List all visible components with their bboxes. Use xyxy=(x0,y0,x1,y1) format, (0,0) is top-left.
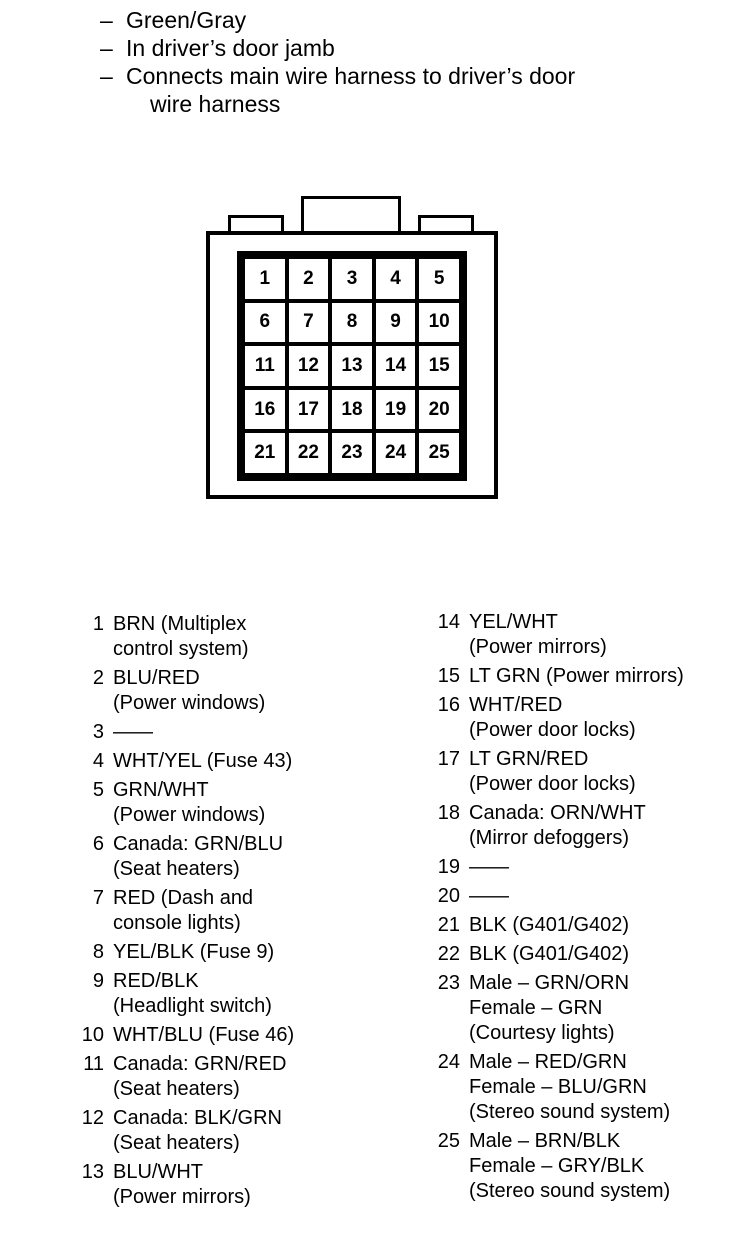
pin-number: 13 xyxy=(81,1161,104,1183)
pin-description-line: Canada: BLK/GRN xyxy=(113,1107,282,1129)
pin-description-line: BRN (Multiplex xyxy=(113,613,247,635)
pin-entry xyxy=(72,720,412,745)
pin-cell: 1 xyxy=(245,259,285,299)
connector-diagram xyxy=(206,196,498,502)
pin-grid xyxy=(237,251,467,481)
pin-description xyxy=(460,664,684,689)
pin-entry xyxy=(72,969,412,1019)
pin-cell: 9 xyxy=(376,303,416,343)
pin-cell: 20 xyxy=(419,390,459,430)
pin-description-line: —— xyxy=(469,885,509,907)
note-color xyxy=(100,6,666,34)
pin-description xyxy=(460,693,636,743)
pin-description xyxy=(104,720,153,745)
pin-description-line: LT GRN/RED xyxy=(469,748,589,770)
pin-description xyxy=(104,666,265,716)
pin-number: 11 xyxy=(83,1053,104,1075)
pin-description-line: Canada: ORN/WHT xyxy=(469,802,646,824)
pin-description-line: control system) xyxy=(113,638,249,660)
pin-cell: 12 xyxy=(289,346,329,386)
pin-entry xyxy=(428,1050,748,1125)
pin-list-right xyxy=(428,610,748,1208)
pin-description-line: (Power door locks) xyxy=(469,719,636,741)
pin-cell: 2 xyxy=(289,259,329,299)
pin-entry xyxy=(72,612,412,662)
pin-description-line: (Seat heaters) xyxy=(113,1132,240,1154)
pin-description-line: BLU/RED xyxy=(113,667,200,689)
pin-number: 12 xyxy=(81,1107,104,1129)
pin-description xyxy=(104,886,253,936)
pin-number: 2 xyxy=(92,667,104,689)
pin-number: 23 xyxy=(437,972,460,994)
pin-number: 24 xyxy=(437,1051,460,1073)
pin-entry xyxy=(428,855,748,880)
pin-description xyxy=(460,747,636,797)
pin-entry xyxy=(428,610,748,660)
pin-entry xyxy=(72,749,412,774)
pin-entry xyxy=(72,1052,412,1102)
note-function-continued xyxy=(100,90,666,118)
note-text: Connects main wire harness to driver’s door xyxy=(126,63,576,89)
note-location xyxy=(100,34,666,62)
pin-number: 20 xyxy=(437,885,460,907)
pin-description-line: BLU/WHT xyxy=(113,1161,203,1183)
pin-description-line: Male – BRN/BLK xyxy=(469,1130,621,1152)
pin-number: 5 xyxy=(92,779,104,801)
pin-cell: 7 xyxy=(289,303,329,343)
pin-entry xyxy=(428,1129,748,1204)
pin-description-line: YEL/BLK (Fuse 9) xyxy=(113,941,275,963)
pin-description xyxy=(460,971,629,1046)
pin-number: 15 xyxy=(437,665,460,687)
pin-description-line: YEL/WHT xyxy=(469,611,558,633)
pin-description xyxy=(104,940,274,965)
pin-cell: 10 xyxy=(419,303,459,343)
pin-entry xyxy=(72,666,412,716)
pin-number: 4 xyxy=(92,750,104,772)
pin-cell: 19 xyxy=(376,390,416,430)
note-dash: – xyxy=(100,63,113,89)
pin-entry xyxy=(72,940,412,965)
pin-description-line: —— xyxy=(469,856,509,878)
pin-number: 10 xyxy=(81,1024,104,1046)
pin-cell: 3 xyxy=(332,259,372,299)
pin-entry xyxy=(72,832,412,882)
pin-description-line: —— xyxy=(113,721,153,743)
connector-housing xyxy=(206,231,498,499)
pin-cell: 14 xyxy=(376,346,416,386)
pin-cell: 8 xyxy=(332,303,372,343)
pin-description xyxy=(460,942,629,967)
pin-entry xyxy=(428,693,748,743)
pin-description-line: Female – GRY/BLK xyxy=(469,1155,645,1177)
pin-description-line: GRN/WHT xyxy=(113,779,209,801)
pin-entry xyxy=(72,1023,412,1048)
pin-description-line: Male – RED/GRN xyxy=(469,1051,627,1073)
note-text: In driver’s door jamb xyxy=(126,35,335,61)
pin-cell: 5 xyxy=(419,259,459,299)
pin-description-line: BLK (G401/G402) xyxy=(469,943,630,965)
pin-number: 3 xyxy=(92,721,104,743)
pin-description xyxy=(104,1106,282,1156)
pin-description-line: (Seat heaters) xyxy=(113,858,240,880)
pin-cell: 21 xyxy=(245,433,285,473)
pin-entry xyxy=(72,778,412,828)
pin-description-line: WHT/BLU (Fuse 46) xyxy=(113,1024,295,1046)
pin-entry xyxy=(428,913,748,938)
pin-description xyxy=(460,1050,670,1125)
pin-cell: 22 xyxy=(289,433,329,473)
connector-notes xyxy=(100,6,666,118)
pin-cell: 11 xyxy=(245,346,285,386)
pin-description-line: (Headlight switch) xyxy=(113,995,272,1017)
pin-description-line: (Courtesy lights) xyxy=(469,1022,615,1044)
pin-cell: 25 xyxy=(419,433,459,473)
pin-cell: 17 xyxy=(289,390,329,430)
pin-number: 17 xyxy=(437,748,460,770)
pin-entry xyxy=(428,884,748,909)
pin-entry xyxy=(72,1160,412,1210)
pin-description xyxy=(460,884,509,909)
pin-number: 6 xyxy=(92,833,104,855)
pin-description xyxy=(460,855,509,880)
pin-description xyxy=(104,832,283,882)
pin-description-line: RED (Dash and xyxy=(113,887,254,909)
pin-description xyxy=(104,778,265,828)
pin-description-line: WHT/RED xyxy=(469,694,563,716)
pin-entry xyxy=(428,801,748,851)
pin-description-line: (Mirror defoggers) xyxy=(469,827,630,849)
pin-description-line: Female – BLU/GRN xyxy=(469,1076,647,1098)
note-function xyxy=(100,62,666,90)
pin-description xyxy=(104,1160,251,1210)
pin-description xyxy=(104,1052,286,1102)
pin-cell: 13 xyxy=(332,346,372,386)
pin-cell: 16 xyxy=(245,390,285,430)
pin-description-line: (Power mirrors) xyxy=(113,1186,251,1208)
pin-description-line: Male – GRN/ORN xyxy=(469,972,630,994)
pin-number: 18 xyxy=(437,802,460,824)
pin-description-line: (Seat heaters) xyxy=(113,1078,240,1100)
pin-cell: 15 xyxy=(419,346,459,386)
pin-description xyxy=(104,749,292,774)
note-text: Green/Gray xyxy=(126,7,247,33)
pin-description xyxy=(460,610,607,660)
pin-description xyxy=(460,913,629,938)
pin-description-line: (Power mirrors) xyxy=(469,636,607,658)
pin-cell: 6 xyxy=(245,303,285,343)
pin-entry xyxy=(428,971,748,1046)
pin-number: 1 xyxy=(92,613,104,635)
pin-number: 21 xyxy=(437,914,460,936)
pin-description-line: Female – GRN xyxy=(469,997,603,1019)
pin-description-line: RED/BLK xyxy=(113,970,199,992)
pin-cell: 4 xyxy=(376,259,416,299)
pin-number: 8 xyxy=(92,941,104,963)
pin-number: 7 xyxy=(92,887,104,909)
pin-list-left xyxy=(72,612,412,1214)
pin-description xyxy=(460,801,646,851)
note-text: wire harness xyxy=(150,91,281,117)
pin-description xyxy=(460,1129,670,1204)
pin-number: 16 xyxy=(437,694,460,716)
pin-description-line: LT GRN (Power mirrors) xyxy=(469,665,684,687)
pin-description-line: BLK (G401/G402) xyxy=(469,914,630,936)
pin-description xyxy=(104,969,272,1019)
pin-entry xyxy=(428,664,748,689)
pin-description-line: WHT/YEL (Fuse 43) xyxy=(113,750,293,772)
connector-latch xyxy=(301,196,401,233)
pin-entry xyxy=(428,747,748,797)
pin-cell: 23 xyxy=(332,433,372,473)
pin-description-line: Canada: GRN/BLU xyxy=(113,833,284,855)
pin-description-line: Canada: GRN/RED xyxy=(113,1053,287,1075)
pin-description-line: (Power windows) xyxy=(113,692,266,714)
note-dash: – xyxy=(100,35,113,61)
pin-description xyxy=(104,612,249,662)
pin-entry xyxy=(72,1106,412,1156)
pin-description-line: (Stereo sound system) xyxy=(469,1180,671,1202)
pin-cell: 24 xyxy=(376,433,416,473)
pin-number: 22 xyxy=(437,943,460,965)
pin-description-line: (Stereo sound system) xyxy=(469,1101,671,1123)
pin-number: 19 xyxy=(437,856,460,878)
pin-description-line: (Power door locks) xyxy=(469,773,636,795)
pin-description xyxy=(104,1023,294,1048)
pin-number: 9 xyxy=(92,970,104,992)
pin-number: 25 xyxy=(437,1130,460,1152)
pin-number: 14 xyxy=(437,611,460,633)
pin-entry xyxy=(428,942,748,967)
pin-entry xyxy=(72,886,412,936)
pin-description-line: (Power windows) xyxy=(113,804,266,826)
pin-description-line: console lights) xyxy=(113,912,241,934)
note-dash: – xyxy=(100,7,113,33)
pin-cell: 18 xyxy=(332,390,372,430)
